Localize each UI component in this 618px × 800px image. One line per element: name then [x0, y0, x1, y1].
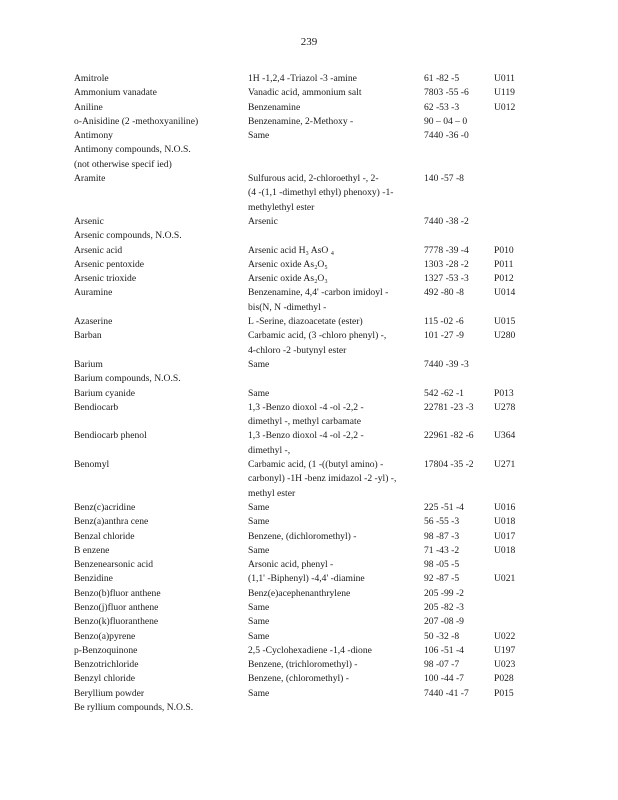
cas-number: 205 -99 -2 — [424, 587, 464, 599]
table-row — [74, 687, 584, 701]
substance-name: Bendiocarb — [74, 401, 119, 413]
table-row — [74, 358, 584, 372]
table-row — [74, 515, 584, 529]
cas-number: 22961 -82 -6 — [424, 430, 474, 442]
table-row — [74, 658, 584, 672]
substance-name: Benomyl — [74, 459, 110, 471]
table-row — [74, 387, 584, 401]
waste-code: U011 — [494, 73, 515, 84]
chemical-name: Benzene, (chloromethyl) - — [248, 673, 349, 685]
substance-name: Benzo(k)fluoranthene — [74, 616, 159, 628]
table-row — [74, 429, 584, 458]
cas-number: 101 -27 -9 — [424, 330, 464, 342]
waste-code: P028 — [494, 673, 514, 685]
waste-code: U364 — [494, 430, 516, 442]
waste-code: P010 — [494, 244, 514, 256]
chemical-name: Benzene, (trichloromethyl) - — [248, 659, 358, 671]
table-row — [74, 315, 584, 329]
substance-name: Benzo(b)fluor anthene — [74, 587, 161, 599]
waste-code: U018 — [494, 544, 516, 556]
substance-name: Benzyl chloride — [74, 673, 136, 685]
table-row — [74, 572, 584, 586]
cas-number: 62 -53 -3 — [424, 101, 460, 113]
substance-name: Arsenic acid — [74, 244, 123, 256]
chemical-name: Same — [248, 630, 270, 642]
chemical-name: Arsenic oxide As₂O₃ — [248, 273, 328, 285]
substance-name: Benzotrichloride — [74, 659, 139, 671]
chemical-name: Same — [248, 687, 270, 699]
chemical-name: Arsenic oxide As₂O₅ — [248, 258, 328, 270]
chemical-name: Same — [248, 358, 270, 370]
table-row — [74, 115, 584, 129]
waste-code: P011 — [494, 258, 514, 270]
chemical-name: L -Serine, diazoacetate (ester) — [248, 316, 363, 328]
waste-code: U015 — [494, 316, 516, 328]
cas-number: 56 -55 -3 — [424, 516, 460, 528]
substance-name: Auramine — [74, 287, 113, 299]
waste-code: U197 — [494, 644, 516, 656]
substance-name: Arsenic — [74, 215, 104, 227]
chemical-name: Benzenamine, 2-Methoxy - — [248, 115, 354, 127]
waste-code: U014 — [494, 287, 516, 299]
cas-number: 17804 -35 -2 — [424, 459, 474, 471]
table-row — [74, 587, 584, 601]
chemical-name: Same — [248, 601, 270, 613]
substance-name: Arsenic compounds, N.O.S. — [74, 230, 182, 242]
waste-code: U023 — [494, 659, 516, 671]
substance-name: Barban — [74, 330, 102, 342]
waste-code: P012 — [494, 273, 514, 285]
substance-name: Antimony — [74, 130, 113, 142]
table-row — [74, 143, 584, 172]
cas-number: 542 -62 -1 — [424, 387, 464, 399]
substance-name: B enzene — [74, 544, 110, 556]
chemical-name: Benzenamine, 4,4' -carbon imidoyl - bis(N, N -dimethyl - — [248, 287, 389, 313]
page-number: 239 — [300, 36, 318, 48]
chemical-name: Same — [248, 501, 270, 513]
waste-code: U022 — [494, 630, 516, 642]
waste-code: U012 — [494, 101, 516, 113]
substance-name: Aramite — [74, 173, 106, 185]
cas-number: 98 -87 -3 — [424, 530, 460, 542]
table-row — [74, 72, 584, 86]
cas-number: 207 -08 -9 — [424, 616, 464, 628]
cas-number: 92 -87 -5 — [424, 573, 460, 585]
chemical-name: Same — [248, 544, 270, 556]
substance-name: Amitrole — [74, 73, 109, 84]
substance-name: o-Anisidine (2 -methoxyaniline) — [74, 115, 199, 127]
cas-number: 50 -32 -8 — [424, 630, 460, 642]
waste-code: U278 — [494, 401, 516, 413]
waste-code: U016 — [494, 501, 516, 513]
substance-name: Beryllium powder — [74, 687, 145, 699]
table-row — [74, 615, 584, 629]
cas-number: 7440 -39 -3 — [424, 358, 469, 370]
chemical-name: Arsenic acid H₃ AsO ₄ — [248, 244, 335, 256]
cas-number: 225 -51 -4 — [424, 501, 464, 513]
substance-name: Benzo(a)pyrene — [74, 630, 136, 642]
waste-code: U018 — [494, 516, 516, 528]
table-row — [74, 101, 584, 115]
table-row — [74, 701, 584, 715]
table-row — [74, 558, 584, 572]
chemical-name: Benzene, (dichloromethyl) - — [248, 530, 357, 542]
waste-code: U271 — [494, 459, 516, 471]
substance-name: Benz(a)anthra cene — [74, 516, 149, 528]
substance-name: p-Benzoquinone — [74, 644, 138, 656]
cas-number: 492 -80 -8 — [424, 287, 464, 299]
cas-number: 98 -05 -5 — [424, 559, 460, 571]
substance-name: Benzidine — [74, 573, 113, 585]
waste-code: U021 — [494, 573, 516, 585]
substance-name: Azaserine — [74, 316, 113, 328]
table-row — [74, 86, 584, 100]
substance-name: Be ryllium compounds, N.O.S. — [74, 702, 194, 714]
substance-name: Aniline — [74, 101, 103, 113]
table-row — [74, 458, 584, 501]
table-row — [74, 530, 584, 544]
chemical-name: Benzenamine — [248, 101, 301, 113]
chemical-name: Benz(e)acephenanthrylene — [248, 587, 351, 599]
cas-number: 100 -44 -7 — [424, 673, 464, 685]
waste-code: P013 — [494, 387, 514, 399]
table-row — [74, 601, 584, 615]
substance-name: Antimony compounds, N.O.S. (not otherwise specif ied) — [74, 144, 191, 170]
table-row — [74, 172, 584, 215]
substance-name: Arsenic pentoxide — [74, 258, 145, 270]
cas-number: 115 -02 -6 — [424, 316, 464, 328]
chemical-name: 2,5 -Cyclohexadiene -1,4 -dione — [248, 644, 372, 656]
chemical-name: Sulfurous acid, 2-chloroethyl -, 2- (4 -(1,1 -dimethyl ethyl) phenoxy) -1- methylethyl ester — [248, 173, 394, 213]
waste-code: U119 — [494, 87, 515, 99]
table-row — [74, 215, 584, 229]
table-row — [74, 272, 584, 286]
table-row — [74, 244, 584, 258]
table-row — [74, 644, 584, 658]
cas-number: 98 -07 -7 — [424, 659, 460, 671]
substance-name: Barium cyanide — [74, 387, 136, 399]
cas-number: 1303 -28 -2 — [424, 258, 469, 270]
chemical-name: Carbamic acid, (1 -((butyl amino) - carbonyl) -1H -benz imidazol -2 -yl) -, methyl ester — [248, 459, 397, 499]
chemical-name: Carbamic acid, (3 -chloro phenyl) -, 4-chloro -2 -butynyl ester — [248, 330, 387, 356]
cas-number: 106 -51 -4 — [424, 644, 464, 656]
cas-number: 7778 -39 -4 — [424, 244, 469, 256]
cas-number: 22781 -23 -3 — [424, 401, 474, 413]
cas-number: 61 -82 -5 — [424, 73, 460, 84]
chemical-name: Same — [248, 387, 270, 399]
cas-number: 7803 -55 -6 — [424, 87, 469, 99]
table-row — [74, 129, 584, 143]
substance-name: Benz(c)acridine — [74, 501, 136, 513]
chemical-name: Same — [248, 616, 270, 628]
cas-number: 205 -82 -3 — [424, 601, 464, 613]
cas-number: 71 -43 -2 — [424, 544, 460, 556]
cas-number: 90 – 04 – 0 — [424, 115, 468, 127]
chemical-name: Arsenic — [248, 215, 278, 227]
cas-number: 140 -57 -8 — [424, 173, 464, 185]
waste-code: U017 — [494, 530, 516, 542]
table-row — [74, 672, 584, 686]
table-row — [74, 544, 584, 558]
table-row — [74, 401, 584, 430]
chemical-name: 1,3 -Benzo dioxol -4 -ol -2,2 - dimethyl -, methyl carbamate — [248, 401, 364, 428]
waste-code: U280 — [494, 330, 516, 342]
substance-name: Benzal chloride — [74, 530, 135, 542]
substance-name: Bendiocarb phenol — [74, 430, 147, 442]
chemical-name: 1,3 -Benzo dioxol -4 -ol -2,2 - dimethyl -, — [248, 430, 364, 456]
cas-number: 7440 -38 -2 — [424, 215, 469, 227]
table-row — [74, 286, 584, 315]
table-row — [74, 329, 584, 358]
table-row — [74, 501, 584, 515]
waste-code: P015 — [494, 687, 514, 699]
substance-name: Barium — [74, 358, 103, 370]
cas-number: 1327 -53 -3 — [424, 273, 469, 285]
chemical-name: Vanadic acid, ammonium salt — [248, 87, 362, 99]
chemical-name: (1,1' -Biphenyl) -4,4' -diamine — [248, 573, 365, 585]
substance-name: Ammonium vanadate — [74, 87, 157, 99]
cas-number: 7440 -36 -0 — [424, 130, 469, 142]
chemical-name: Arsonic acid, phenyl - — [248, 559, 334, 571]
chemical-name: Same — [248, 130, 270, 142]
table-row — [74, 372, 584, 386]
table-row — [74, 630, 584, 644]
chemical-name: Same — [248, 516, 270, 528]
cas-number: 7440 -41 -7 — [424, 687, 469, 699]
substance-name: Benzo(j)fluor anthene — [74, 601, 159, 613]
hazardous-substance-table — [74, 72, 584, 715]
chemical-name: 1H -1,2,4 -Triazol -3 -amine — [248, 73, 357, 84]
substance-name: Barium compounds, N.O.S. — [74, 373, 181, 385]
table-row — [74, 258, 584, 272]
substance-name: Arsenic trioxide — [74, 273, 137, 285]
substance-name: Benzenearsonic acid — [74, 559, 154, 571]
table-row — [74, 229, 584, 243]
